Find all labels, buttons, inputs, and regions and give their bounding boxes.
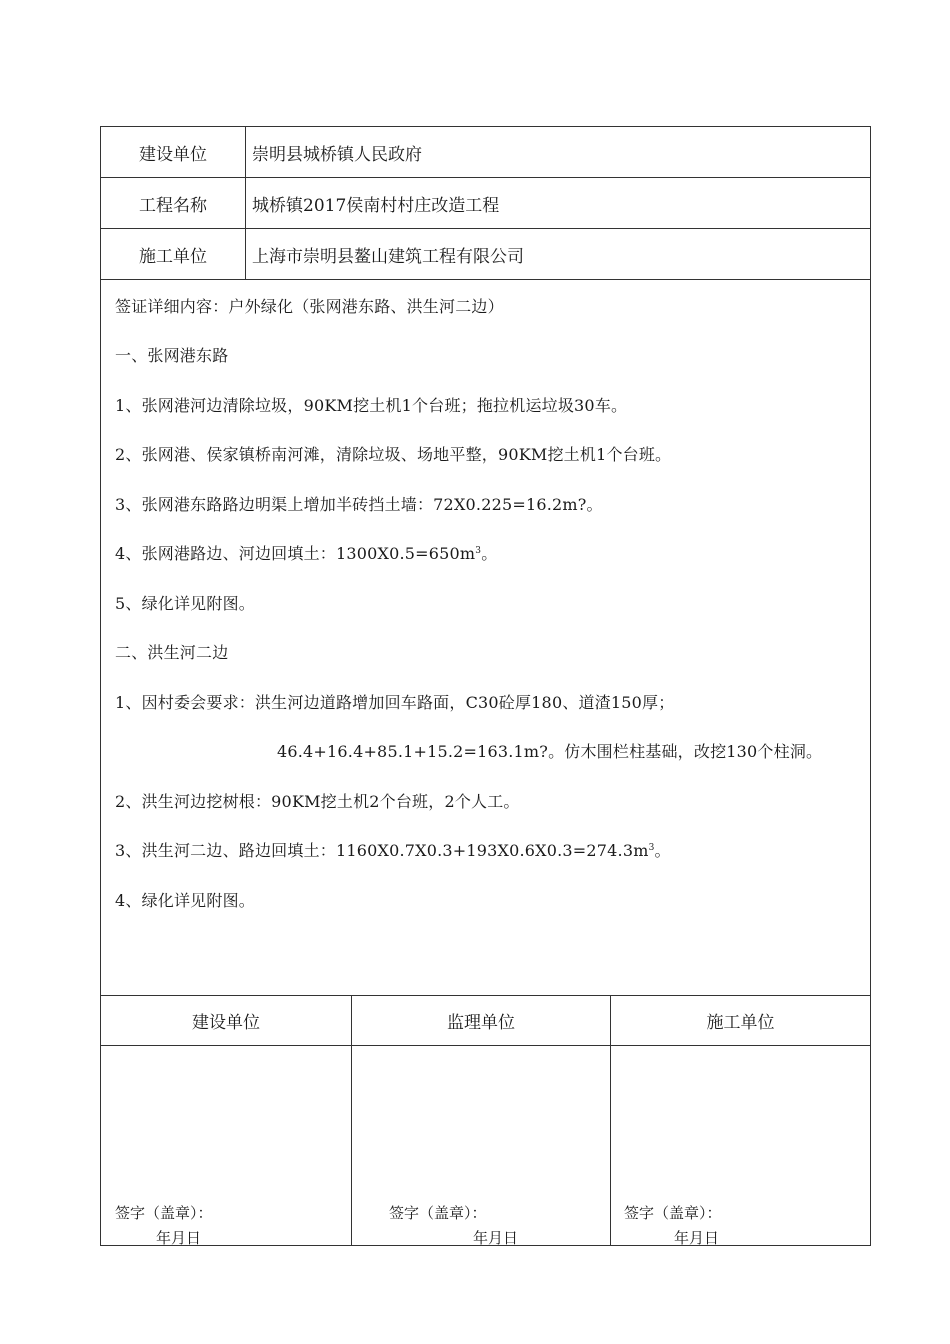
section2-item3 bbox=[115, 838, 671, 861]
row-construction-unit bbox=[101, 127, 870, 178]
sig-col-owner bbox=[101, 1046, 352, 1245]
section1-item2: 2、张网港、侯家镇桥南河滩，清除垃圾、场地平整，90KM挖土机1个台班。 bbox=[115, 445, 672, 464]
section1-item1: 1、张网港河边清除垃圾，90KM挖土机1个台班；拖拉机运垃圾30车。 bbox=[115, 396, 628, 415]
sig-supervisor-date: 年月日 bbox=[473, 1229, 519, 1247]
section2-heading: 二、洪生河二边 bbox=[115, 643, 229, 662]
section1-heading: 一、张网港东路 bbox=[115, 346, 229, 365]
sig-col-contractor-header bbox=[611, 996, 870, 1045]
sig-col-supervisor-header bbox=[352, 996, 611, 1045]
sig-owner-date: 年月日 bbox=[156, 1229, 202, 1247]
sig-contractor-date: 年月日 bbox=[674, 1229, 720, 1247]
section1-item5: 5、绿化详见附图。 bbox=[115, 594, 255, 613]
signature-body-row bbox=[101, 1046, 870, 1245]
visa-content bbox=[101, 280, 870, 996]
label-contractor: 施工单位 bbox=[101, 229, 246, 279]
section1-item4-text: 4、张网港路边、河边回填土：1300X0.5=650m bbox=[115, 544, 476, 563]
sig-title-supervisor: 监理单位 bbox=[447, 1013, 515, 1033]
content-title: 签证详细内容：户外绿化（张网港东路、洪生河二边） bbox=[115, 297, 504, 316]
sig-title-contractor: 施工单位 bbox=[706, 1013, 775, 1033]
value-construction-unit: 崇明县城桥镇人民政府 bbox=[252, 144, 422, 165]
section1-item4 bbox=[115, 541, 497, 564]
sig-owner-stamp: 签字（盖章）： bbox=[115, 1204, 213, 1222]
section2-item4: 4、绿化详见附图。 bbox=[115, 891, 255, 910]
section1-item3: 3、张网港东路路边明渠上增加半砖挡土墙：72X0.225=16.2m?。 bbox=[115, 495, 603, 514]
section2-item3-sup: 3 bbox=[648, 843, 655, 853]
visa-form-table bbox=[100, 126, 871, 1246]
section2-item2: 2、洪生河边挖树根：90KM挖土机2个台班，2个人工。 bbox=[115, 792, 520, 811]
row-project-name bbox=[101, 178, 870, 229]
row-contractor bbox=[101, 229, 870, 280]
section1-item4-end: 。 bbox=[481, 544, 498, 563]
sig-contractor-stamp: 签字（盖章）： bbox=[624, 1204, 722, 1222]
sig-col-supervisor bbox=[352, 1046, 611, 1245]
section2-item3-end: 。 bbox=[654, 841, 671, 860]
sig-col-owner-header bbox=[101, 996, 352, 1045]
label-construction-unit: 建设单位 bbox=[101, 127, 246, 177]
section2-item1-continued: 46.4+16.4+85.1+15.2=163.1m?。仿木围栏柱基础，改挖130个柱洞。 bbox=[277, 742, 823, 761]
section2-item3-text: 3、洪生河二边、路边回填土：1160X0.7X0.3+193X0.6X0.3=274.3m bbox=[115, 841, 649, 860]
sig-col-contractor bbox=[611, 1046, 870, 1245]
value-project-name: 城桥镇2017侯南村村庄改造工程 bbox=[252, 195, 500, 216]
section2-item1: 1、因村委会要求：洪生河边道路增加回车路面，C30砼厚180、道渣150厚； bbox=[115, 693, 675, 712]
label-project-name: 工程名称 bbox=[101, 178, 246, 228]
signature-header-row bbox=[101, 996, 870, 1046]
sig-title-owner: 建设单位 bbox=[192, 1013, 260, 1033]
value-contractor: 上海市崇明县鳌山建筑工程有限公司 bbox=[252, 246, 524, 267]
sig-supervisor-stamp: 签字（盖章）： bbox=[389, 1204, 487, 1222]
section1-item4-sup: 3 bbox=[475, 546, 482, 556]
